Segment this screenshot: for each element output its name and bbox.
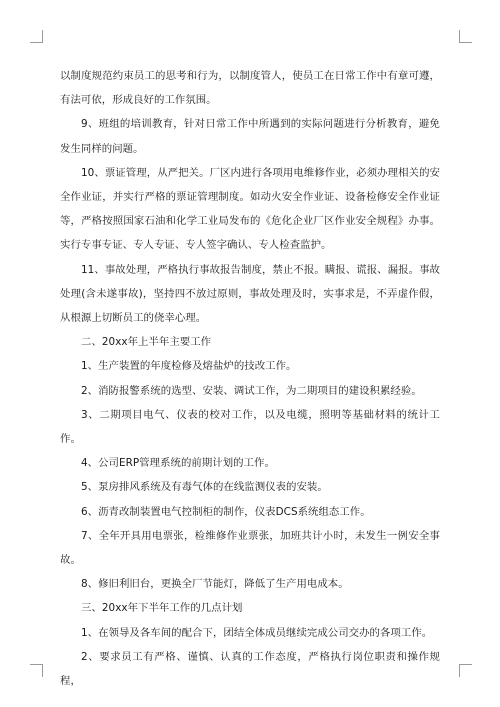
paragraph: 5、泵房排风系统及有毒气体的在线监测仪表的安装。 (81, 481, 328, 494)
paragraph: 4、公司ERP管理系统的前期计划的工作。 (81, 457, 275, 470)
paragraph: 以制度规范约束员工的思考和行为，以制度管人，使员工在日常工作中有章可遵，有法可依，形成良好的工作氛围。 (60, 70, 440, 107)
crop-mark-top-right (459, 30, 472, 43)
section-heading: 二、20xx年上半年主要工作 (81, 336, 212, 349)
paragraph: 10、票证管理，从严把关。厂区内进行各项用电维修作业，必须办理相关的安全作业证，并实行严格的票证管理制度。如动火安全作业证、设备检修安全作业证等，严格按照国家石油和化学工业局发布的《危化企业厂区作业安全规程》办事。实行专事专证、专人专证、专人签字确认、专人检查监护。 (60, 166, 440, 252)
paragraph: 2、要求员工有严格、谨慎、认真的工作态度，严格执行岗位职责和操作规程， (60, 650, 440, 688)
paragraph: 7、全年开具用电票张，检维修作业票张，加班共计小时，未发生一例安全事故。 (60, 529, 440, 567)
paragraph: 11、事故处理，严格执行事故报告制度，禁止不报。瞒报、谎报、漏报。事故处理(含未遂事故)，坚持四不放过原则，事故处理及时，实事求是，不弄虚作假，从根源上切断员工的侥幸心理。 (60, 263, 440, 325)
crop-mark-bottom-left (30, 664, 43, 677)
crop-mark-top-left (30, 30, 43, 43)
paragraph: 9、班组的培训教育，针对日常工作中所遇到的实际问题进行分析教育，避免发生同样的问题。 (60, 118, 440, 155)
paragraph: 8、修旧利旧台，更换全厂节能灯，降低了生产用电成本。 (81, 578, 349, 591)
document-body (60, 64, 440, 693)
paragraph: 2、消防报警系统的选型、安装、调试工作，为二期项目的建设积累经验。 (81, 384, 422, 397)
paragraph: 1、生产装置的年度检修及熔盐炉的技改工作。 (81, 360, 297, 373)
paragraph: 1、在领导及各车间的配合下，团结全体成员继续完成公司交办的各项工作。 (81, 626, 433, 639)
crop-mark-bottom-right (459, 664, 472, 677)
section-heading: 三、20xx年下半年工作的几点计划 (81, 602, 243, 615)
paragraph: 3、二期项目电气、仪表的校对工作，以及电缆，照明等基础材料的统计工作。 (60, 408, 440, 446)
paragraph: 6、沥青改制装置电气控制柜的制作，仪表DCS系统组态工作。 (81, 505, 371, 518)
